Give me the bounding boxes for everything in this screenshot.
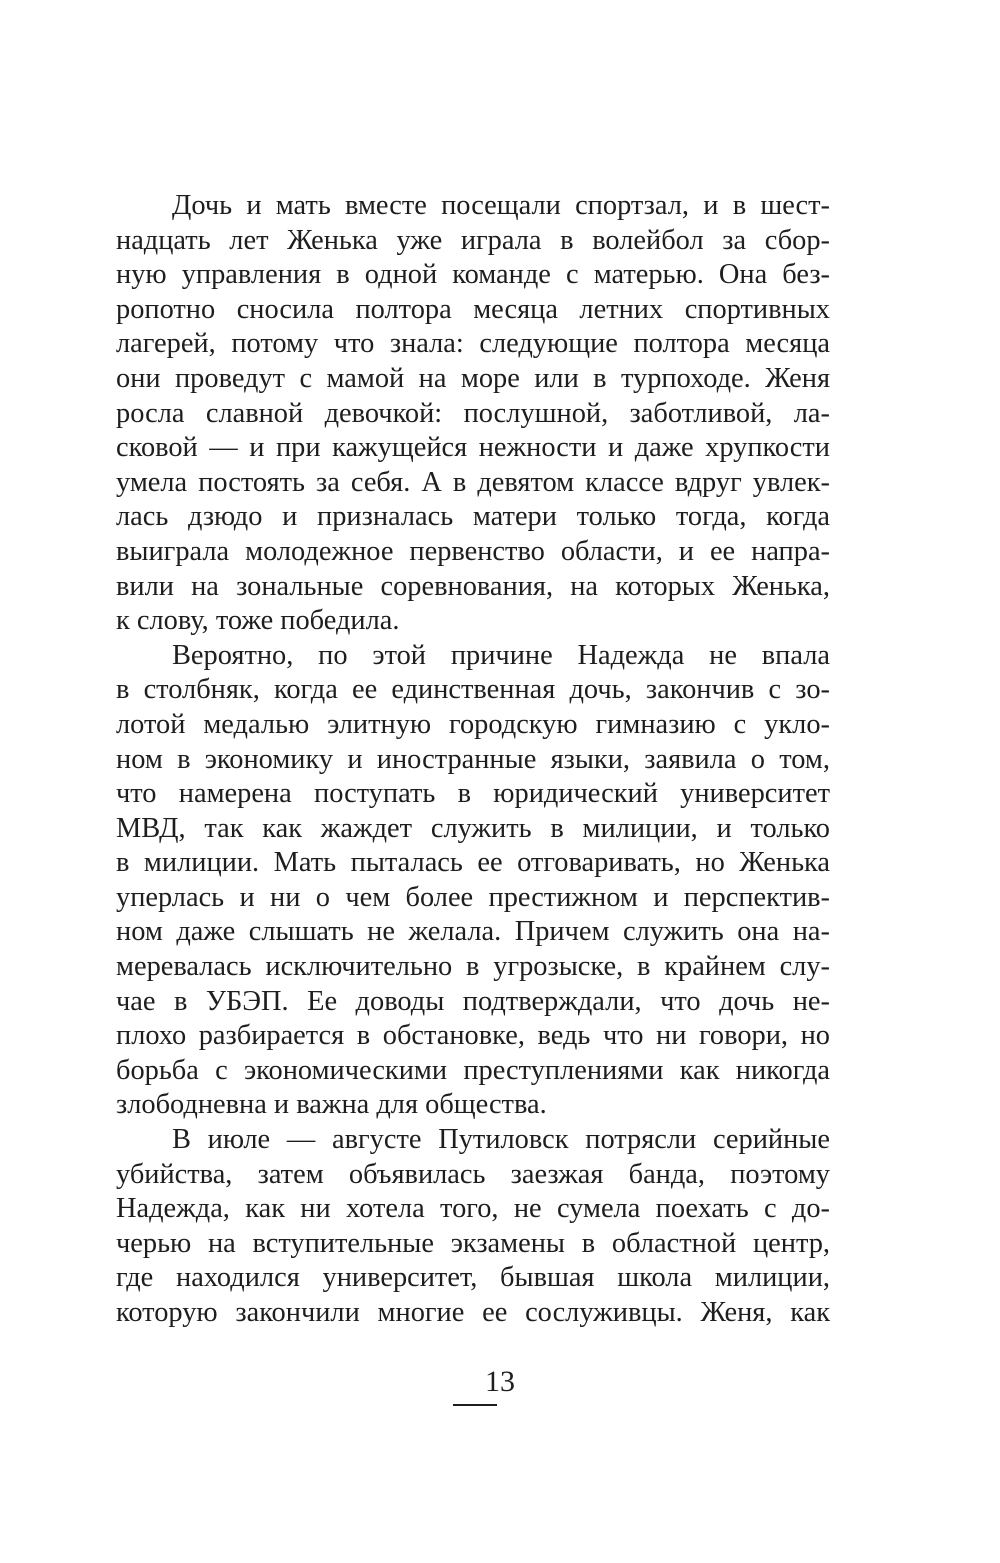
text-line: меревалась исключительно в угрозыске, в крайнем слу- xyxy=(116,951,830,983)
paragraph xyxy=(116,189,830,639)
text-line: злободневна и важна для общества. xyxy=(116,1089,547,1121)
text-line: надцать лет Женька уже играла в волейбол за сбор- xyxy=(116,224,830,256)
text-line: ропотно сносила полтора месяца летних спортивных xyxy=(116,293,830,325)
text-line: они проведут с мамой на море или в турпоходе. Женя xyxy=(116,362,830,394)
text-line: где находился университет, бывшая школа милиции, xyxy=(116,1262,830,1294)
text-line: которую закончили многие ее сослуживцы. Женя, как xyxy=(116,1297,830,1328)
text-line: лагерей, потому что знала: следующие полтора месяца xyxy=(116,328,830,360)
text-line: Дочь и мать вместе посещали спортзал, и в шест- xyxy=(172,190,830,221)
text-line: росла славной девочкой: послушной, заботливой, ла- xyxy=(116,397,830,429)
text-line: лась дзюдо и призналась матери только тогда, когда xyxy=(116,501,830,533)
page-number-underline xyxy=(453,1404,497,1406)
text-line: что намерена поступать в юридический университет xyxy=(116,778,830,810)
text-line: борьба с экономическими преступлениями как никогда xyxy=(116,1054,830,1086)
text-line: ном даже слышать не желала. Причем служить она на- xyxy=(116,916,830,948)
text-line: в милиции. Мать пыталась ее отговаривать, но Женька xyxy=(116,847,830,879)
text-line: сковой — и при кажущейся нежности и даже хрупкости xyxy=(116,432,830,464)
text-line: черью на вступительные экзамены в областной центр, xyxy=(116,1227,830,1259)
text-line: Надежда, как ни хотела того, не сумела поехать с до- xyxy=(116,1193,830,1225)
text-line: уперлась и ни о чем более престижном и перспектив- xyxy=(116,881,830,913)
body-text xyxy=(116,189,830,1331)
text-line: ную управления в одной команде с матерью. Она без- xyxy=(116,259,830,291)
text-line: Вероятно, по этой причине Надежда не впала xyxy=(172,639,830,671)
page-number: 13 xyxy=(485,1365,515,1398)
text-line: убийства, затем объявилась заезжая банда, поэтому xyxy=(116,1158,830,1190)
text-line: ном в экономику и иностранные языки, заявила о том, xyxy=(116,743,830,775)
text-line: В июле — августе Путиловск потрясли серийные xyxy=(172,1124,830,1156)
paragraph xyxy=(116,1123,830,1331)
paragraph xyxy=(116,639,830,1123)
text-line: вили на зональные соревнования, на которых Женька, xyxy=(116,570,830,602)
text-line: к слову, тоже победила. xyxy=(116,605,400,637)
text-line: чае в УБЭП. Ее доводы подтверждали, что дочь не- xyxy=(116,985,830,1017)
text-line: выиграла молодежное первенство области, и ее напра- xyxy=(116,535,830,567)
text-line: МВД, так как жаждет служить в милиции, и только xyxy=(116,812,830,844)
text-line: плохо разбирается в обстановке, ведь что ни говори, но xyxy=(116,1020,830,1052)
text-line: в столбняк, когда ее единственная дочь, закончив с зо- xyxy=(116,674,830,706)
text-line: лотой медалью элитную городскую гимназию с укло- xyxy=(116,708,830,740)
text-line: умела постоять за себя. А в девятом классе вдруг увлек- xyxy=(116,466,830,498)
